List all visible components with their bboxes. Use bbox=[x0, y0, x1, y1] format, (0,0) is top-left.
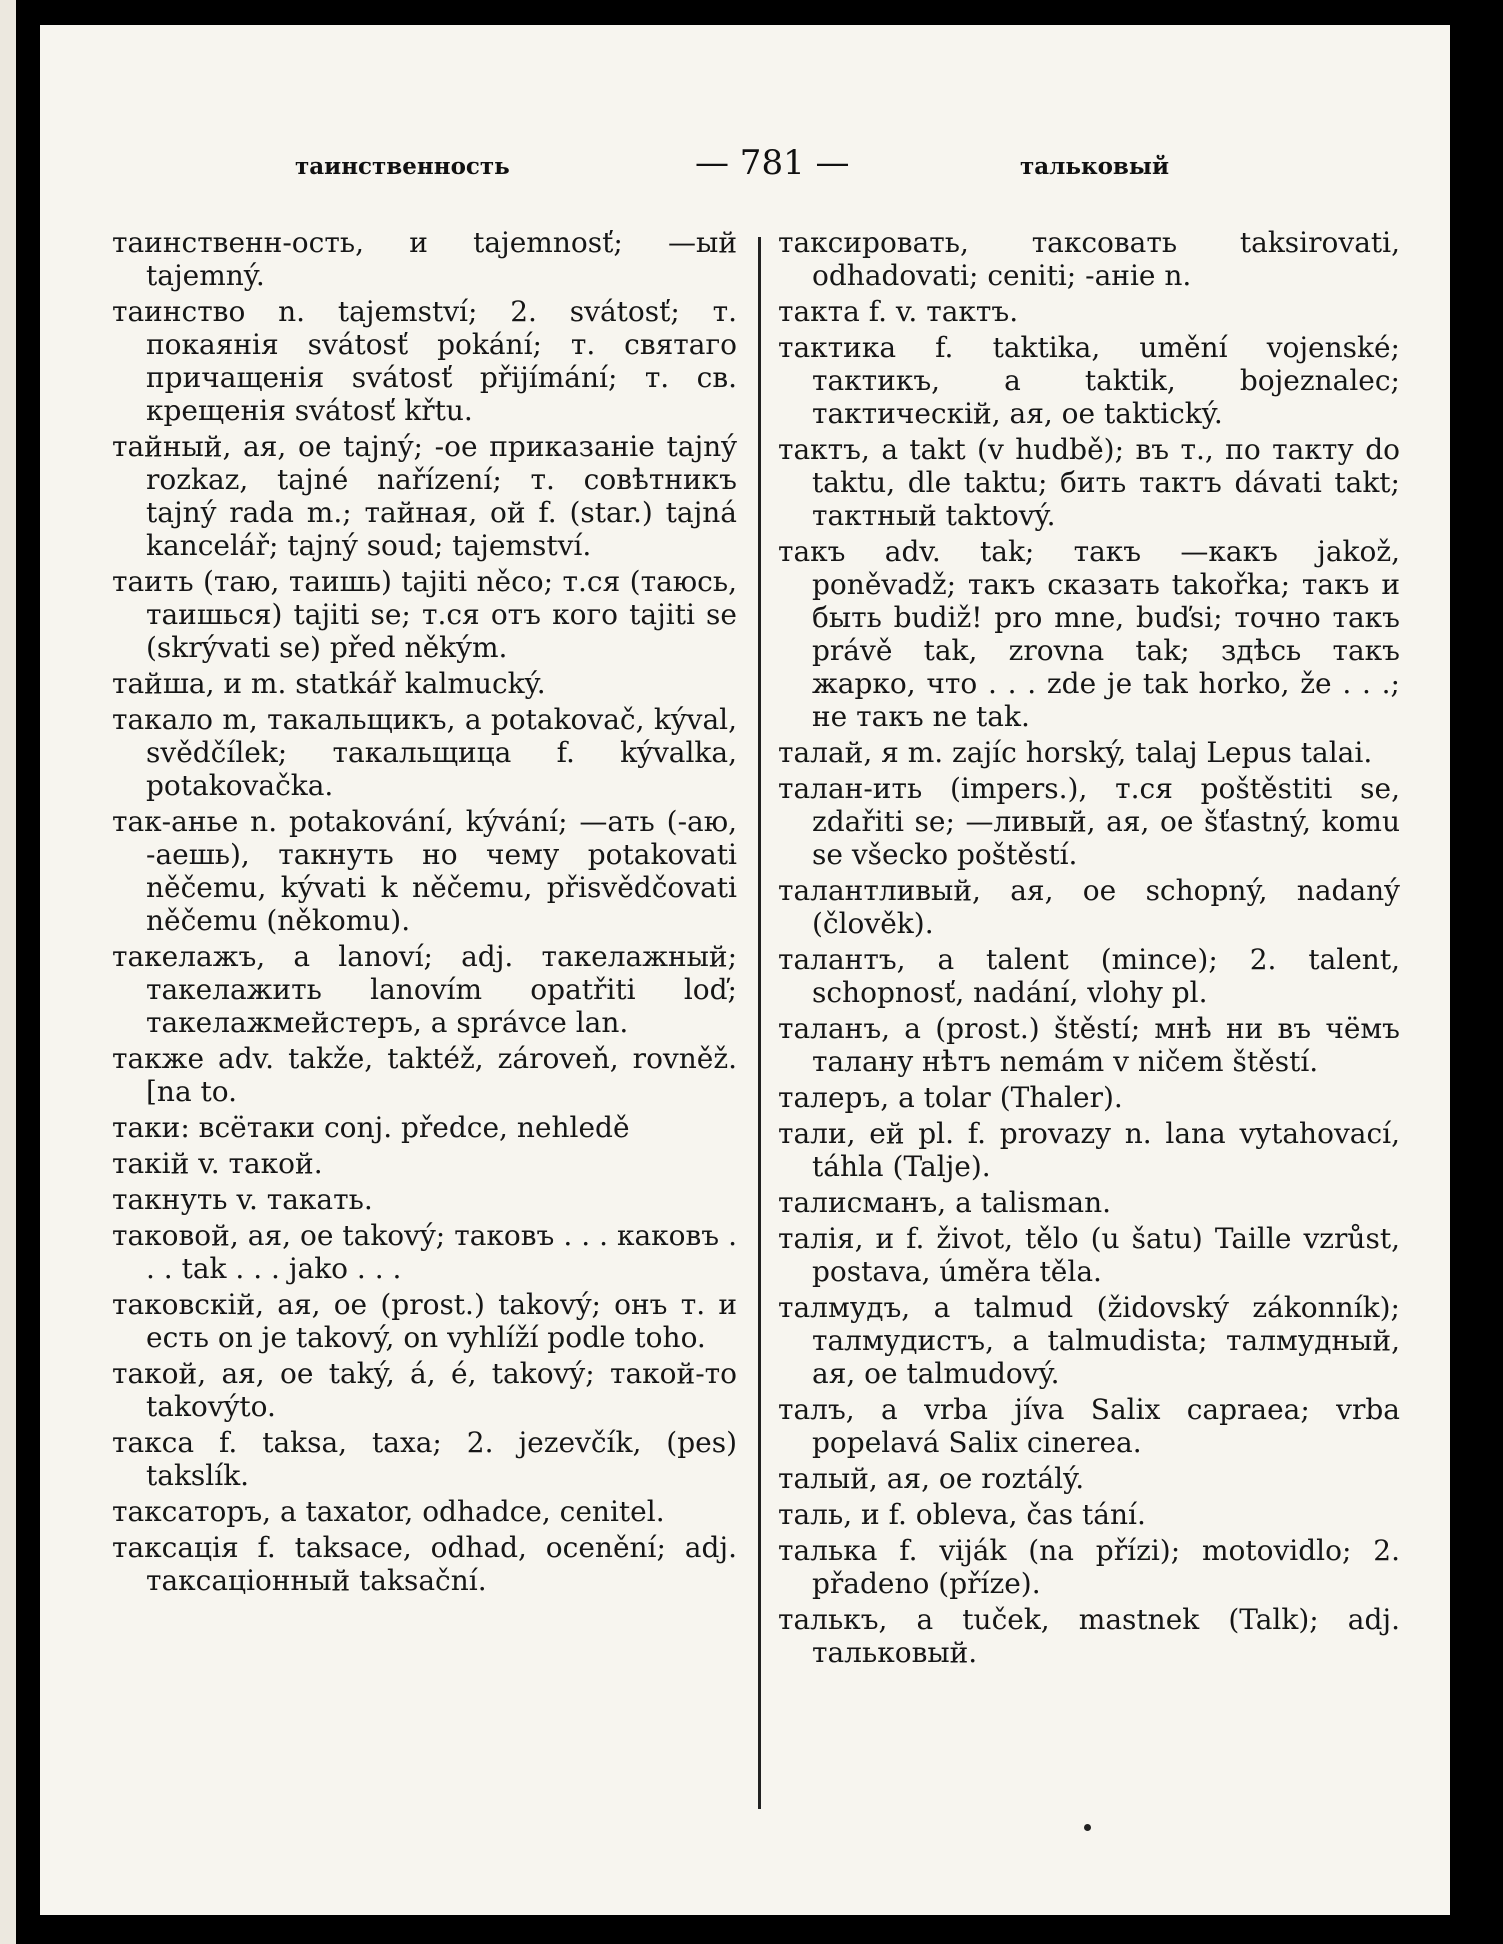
entry: таксировать, таксовать taksirovati, odhadovati; ceniti; -аніе n. bbox=[778, 226, 1400, 292]
dictionary-page bbox=[40, 25, 1450, 1915]
entry: таить (таю, таишь) tajiti něco; т.ся (таюсь, таишься) tajiti se; т.ся отъ кого tajiti se (skrývati se) před někým. bbox=[112, 565, 737, 664]
entry: тали, ей pl. f. provazy n. lana vytahovací, táhla (Talje). bbox=[778, 1117, 1400, 1183]
entry: таки: всётаки conj. předce, nehledě bbox=[112, 1111, 630, 1144]
entry: так-анье n. potakování, kývání; —ать (-аю, -аешь), такнуть но чему potakovati něčemu, kývati k něčemu, přisvědčovati něčemu (někomu). bbox=[112, 805, 737, 937]
header-left-guide-word: таинственность bbox=[295, 153, 510, 180]
right-column bbox=[778, 226, 1400, 1672]
entry: таинство n. tajemství; 2. svátosť; т. покаянія svátosť pokání; т. святаго причащенія svátosť přijímání; т. св. крещенія svátosť křtu. bbox=[112, 295, 737, 427]
entry: талеръ, a tolar (Thaler). bbox=[778, 1081, 1123, 1114]
entry: такса f. taksa, taxa; 2. jezevčík, (pes) takslík. bbox=[112, 1426, 737, 1492]
header-right-guide-word: тальковый bbox=[1020, 153, 1170, 180]
entry: такой, ая, ое taký, á, é, takový; такой-то takovýto. bbox=[112, 1357, 737, 1423]
entry: таинственн-ость, и tajemnosť; —ый tajemný. bbox=[112, 226, 737, 292]
entry: талантъ, a talent (mince); 2. talent, schopnosť, nadání, vlohy pl. bbox=[778, 943, 1400, 1009]
entry: таланъ, a (prost.) štěstí; мнѣ ни въ чёмъ таланy нѣтъ nemám v ničem štěstí. bbox=[778, 1012, 1400, 1078]
column-divider bbox=[758, 237, 761, 1809]
entry: талія, и f. život, tělo (u šatu) Taille vzrůst, postava, úměra těla. bbox=[778, 1222, 1400, 1288]
entry: талай, я m. zajíc horský, talaj Lepus talai. bbox=[778, 736, 1373, 769]
entry: талый, ая, ое roztálý. bbox=[778, 1462, 1085, 1495]
entry: талъ, a vrba jíva Salix capraea; vrba popelavá Salix cinerea. bbox=[778, 1393, 1400, 1459]
entry: талисманъ, a talisman. bbox=[778, 1186, 1112, 1219]
entry: такій v. такой. bbox=[112, 1147, 323, 1180]
ink-speck bbox=[1084, 1824, 1091, 1831]
entry: тактъ, a takt (v hudbě); въ т., по такту do taktu, dle taktu; бить тактъ dávati takt; тактный taktový. bbox=[778, 433, 1400, 532]
entry: таль, и f. obleva, čas tání. bbox=[778, 1498, 1146, 1531]
entry: талька f. viják (na přízi); motovidlo; 2. přadeno (příze). bbox=[778, 1534, 1400, 1600]
page-header bbox=[40, 143, 1450, 193]
entry: также adv. takže, taktéž, zároveň, rovněž. [na to. bbox=[112, 1042, 737, 1108]
entry: таковскій, ая, ое (prost.) takový; онъ т. и есть on je takový, on vyhlíží podle toho. bbox=[112, 1288, 737, 1354]
entry: талькъ, a tuček, mastnek (Talk); adj. тальковый. bbox=[778, 1603, 1400, 1669]
entry: такелажъ, a lanoví; adj. такелажный; такелажить lanovím opatřiti loď; такелажмейстеръ, a správce lan. bbox=[112, 940, 737, 1039]
adjacent-page-edge bbox=[0, 0, 16, 1944]
entry: талантливый, ая, ое schopný, nadaný (člověk). bbox=[778, 874, 1400, 940]
entry: талмудъ, a talmud (židovský zákonník); талмудистъ, a talmudista; талмудный, ая, ое talmudový. bbox=[778, 1291, 1400, 1390]
entry: тайша, и m. statkář kalmucký. bbox=[112, 667, 546, 700]
entry: таковой, ая, ое takový; таковъ . . . каковъ . . . tak . . . jako . . . bbox=[112, 1219, 737, 1285]
entry: тактика f. taktika, umění vojenské; тактикъ, a taktik, bojeznalec; тактическій, ая, ое taktický. bbox=[778, 331, 1400, 430]
entry: талан-ить (impers.), т.ся poštěstiti se, zdařiti se; —ливый, ая, ое šťastný, komu se všecko poštěstí. bbox=[778, 772, 1400, 871]
entry: таксація f. taksace, odhad, ocenění; adj. таксаціонный taksační. bbox=[112, 1531, 737, 1597]
page-number: — 781 — bbox=[695, 143, 850, 183]
entry: такало m, такальщикъ, a potakovač, kýval, svědčílek; такальщица f. kývalka, potakovačka. bbox=[112, 703, 737, 802]
entry: такта f. v. тактъ. bbox=[778, 295, 1019, 328]
entry: тайный, ая, ое tajný; -ое приказаніе tajný rozkaz, tajné nařízení; т. совѣтникъ tajný rada m.; тайная, ой f. (star.) tajná kancelář; tajný soud; tajemství. bbox=[112, 430, 737, 562]
entry: таксаторъ, a taxator, odhadce, cenitel. bbox=[112, 1495, 665, 1528]
entry: такнуть v. такать. bbox=[112, 1183, 373, 1216]
left-column bbox=[112, 226, 737, 1600]
entry: такъ adv. tak; такъ —какъ jakož, poněvadž; такъ сказать takořka; такъ и быть budiž! pro mne, buďsi; точно такъ právě tak, zrovna tak; здѣсь такъ жарко, что . . . zde je tak horko, že . . .; не такъ ne tak. bbox=[778, 535, 1400, 733]
